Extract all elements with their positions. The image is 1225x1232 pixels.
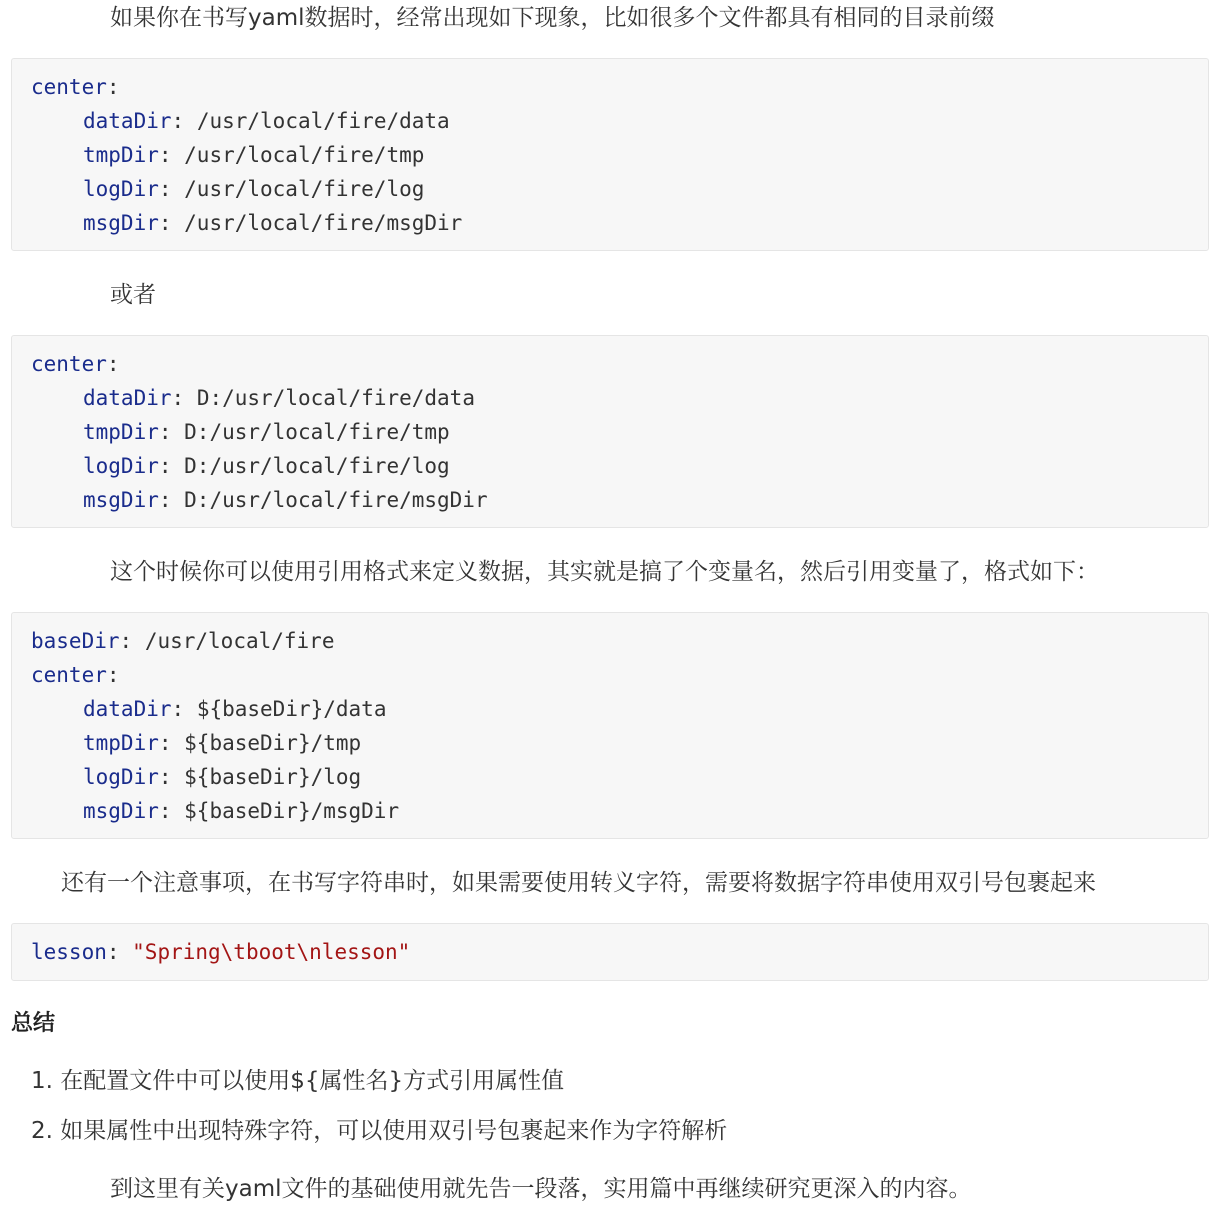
yaml-key: baseDir [31,629,120,653]
yaml-value: D:/usr/local/fire/msgDir [171,488,488,512]
escape-paragraph: 还有一个注意事项，在书写字符串时，如果需要使用转义字符，需要将数据字符串使用双引号包裹起来 [61,870,1096,896]
code-line: baseDir: /usr/local/fire [31,629,335,653]
yaml-string-value: "Spring\tboot\nlesson" [119,940,411,964]
yaml-value: /usr/local/fire/msgDir [171,211,463,235]
reference-paragraph: 这个时候你可以使用引用格式来定义数据，其实就是搞了个变量名，然后引用变量了，格式如下： [110,559,1099,585]
code-block-windows-paths [11,335,1209,528]
code-line: logDir: /usr/local/fire/log [83,177,425,201]
yaml-value: D:/usr/local/fire/log [171,454,450,478]
code-block-absolute-paths [11,58,1209,251]
yaml-value: /usr/local/fire/log [171,177,425,201]
code-line: logDir: ${baseDir}/log [83,765,362,789]
code-line: dataDir: ${baseDir}/data [83,697,387,721]
code-block-escape [11,923,1209,981]
yaml-value: /usr/local/fire/tmp [171,143,425,167]
yaml-value: D:/usr/local/fire/data [184,386,475,410]
code-line: dataDir: D:/usr/local/fire/data [83,386,475,410]
yaml-key: dataDir [83,386,172,410]
code-line: tmpDir: D:/usr/local/fire/tmp [83,420,450,444]
yaml-key: msgDir [83,488,159,512]
yaml-key: center [31,663,107,687]
yaml-key: logDir [83,177,159,201]
yaml-key: center [31,352,107,376]
yaml-value: D:/usr/local/fire/tmp [171,420,450,444]
intro-paragraph: 如果你在书写yaml数据时，经常出现如下现象，比如很多个文件都具有相同的目录前缀 [110,5,995,31]
summary-list-item: 1. 在配置文件中可以使用${属性名}方式引用属性值 [31,1068,565,1094]
yaml-value: /usr/local/fire/data [184,109,450,133]
code-line: msgDir: ${baseDir}/msgDir [83,799,400,823]
summary-list-item: 2. 如果属性中出现特殊字符，可以使用双引号包裹起来作为字符解析 [31,1118,728,1144]
code-line: lesson: "Spring\tboot\nlesson" [31,940,411,964]
code-line: msgDir: D:/usr/local/fire/msgDir [83,488,488,512]
code-line: logDir: D:/usr/local/fire/log [83,454,450,478]
yaml-value: ${baseDir}/log [171,765,362,789]
yaml-value: ${baseDir}/msgDir [171,799,400,823]
code-line: msgDir: /usr/local/fire/msgDir [83,211,463,235]
yaml-key: dataDir [83,109,172,133]
closing-paragraph: 到这里有关yaml文件的基础使用就先告一段落，实用篇中再继续研究更深入的内容。 [110,1176,972,1202]
code-line: tmpDir: /usr/local/fire/tmp [83,143,425,167]
code-line: dataDir: /usr/local/fire/data [83,109,450,133]
yaml-key: tmpDir [83,731,159,755]
code-block-reference [11,612,1209,839]
yaml-key: lesson [31,940,107,964]
yaml-value: ${baseDir}/tmp [171,731,362,755]
code-line: center: [31,663,120,687]
code-line: tmpDir: ${baseDir}/tmp [83,731,362,755]
yaml-key: msgDir [83,799,159,823]
yaml-value: /usr/local/fire [132,629,335,653]
yaml-key: tmpDir [83,143,159,167]
yaml-value: ${baseDir}/data [184,697,387,721]
yaml-key: logDir [83,765,159,789]
or-paragraph: 或者 [110,282,156,308]
yaml-key: tmpDir [83,420,159,444]
yaml-key: logDir [83,454,159,478]
code-line: center: [31,352,120,376]
yaml-key: dataDir [83,697,172,721]
code-line: center: [31,75,120,99]
summary-heading: 总结 [11,1011,56,1036]
yaml-key: center [31,75,107,99]
yaml-key: msgDir [83,211,159,235]
